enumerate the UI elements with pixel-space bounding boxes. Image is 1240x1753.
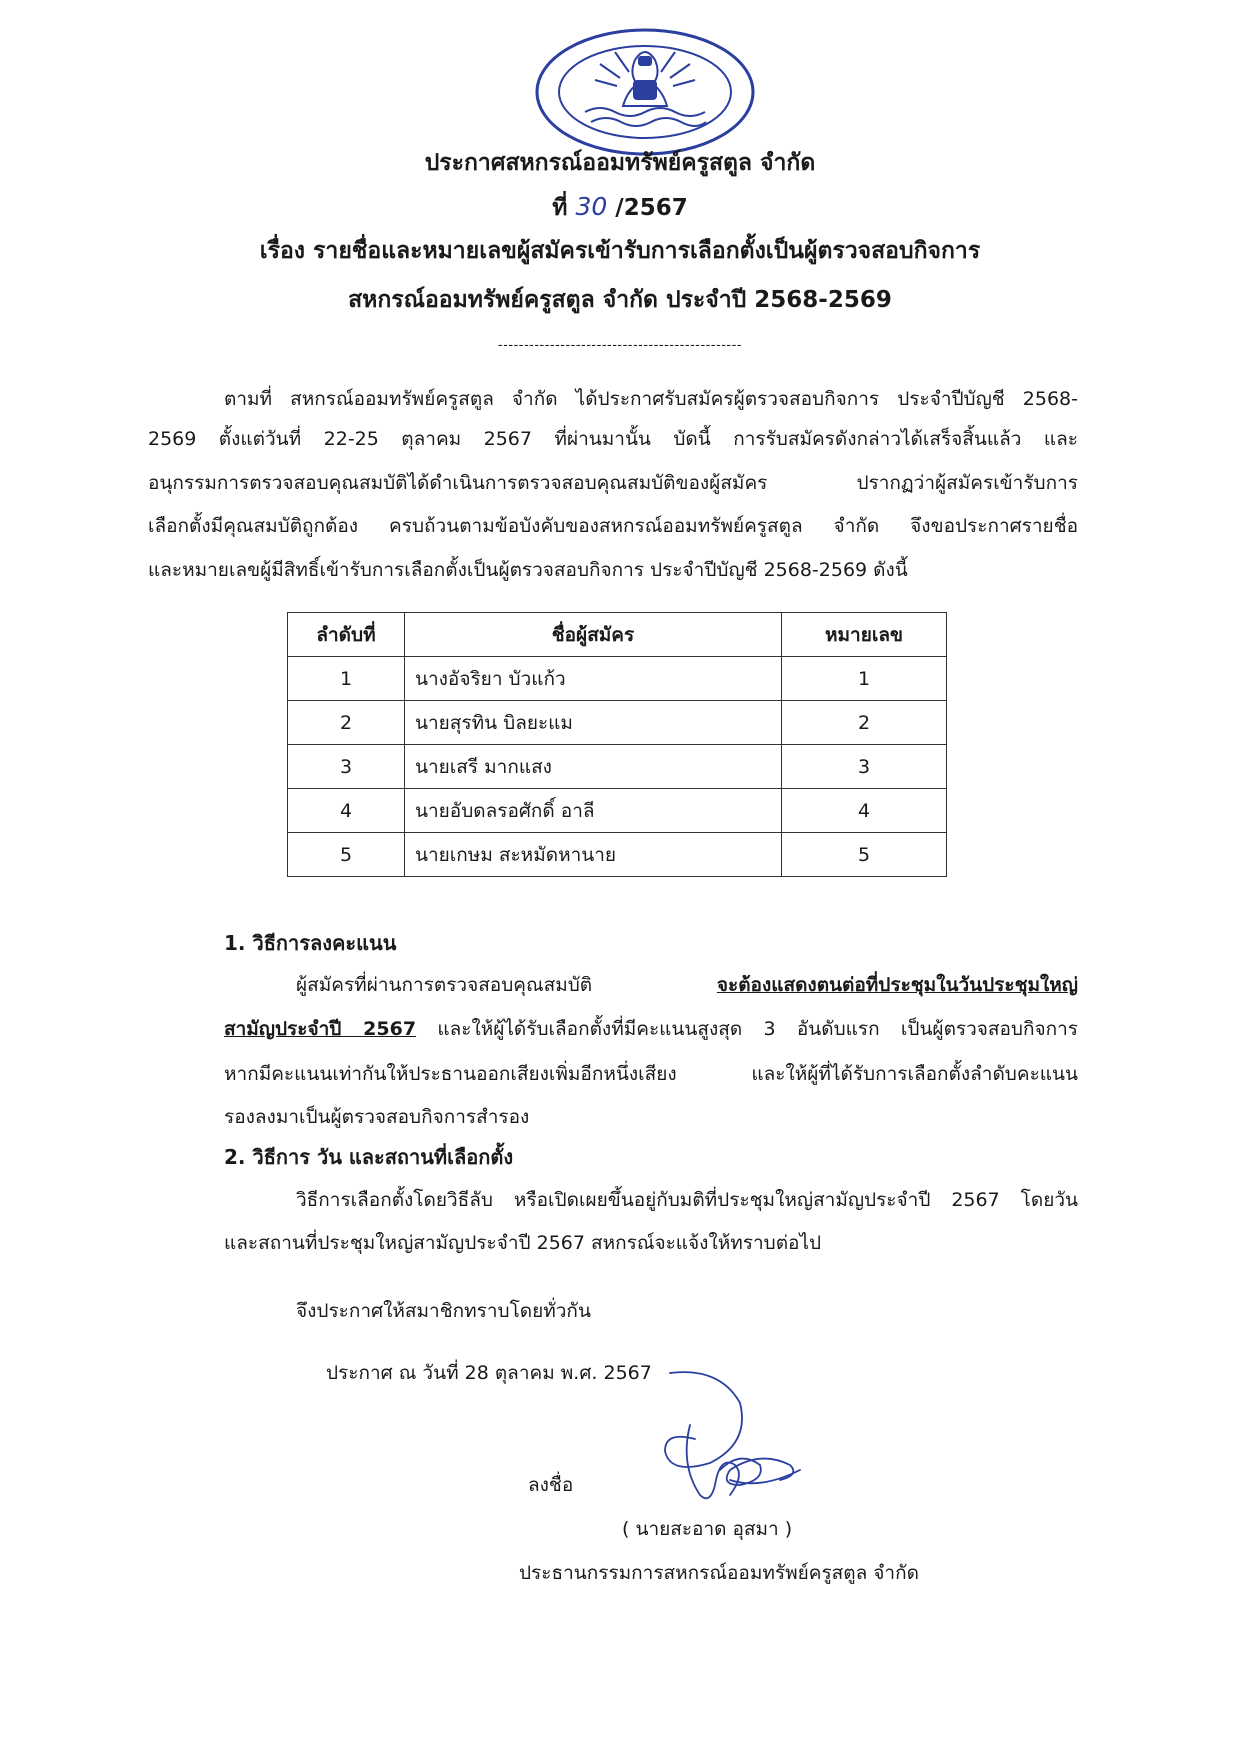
signer-name: ( นายสะอาด อุสมา )	[622, 1518, 793, 1540]
row-order: 2	[288, 701, 405, 745]
handwritten-number: 30	[575, 192, 608, 221]
sign-label: ลงชื่อ	[528, 1474, 574, 1496]
section-2-line-1: วิธีการเลือกตั้งโดยวิธีลับ หรือเปิดเผยขึ้นอยู่กับมติที่ประชุมใหญ่สามัญประจำปี 2567 โดยวัน	[296, 1189, 1078, 1211]
table-row	[288, 701, 947, 745]
row-name: นายเกษม สะหมัดหานาย	[405, 833, 782, 877]
row-name: นายเสรี มากแสง	[405, 745, 782, 789]
subject-line-2: สหกรณ์ออมทรัพย์ครูสตูล จำกัด ประจำปี 2568-2569	[348, 287, 892, 313]
subject-line-1: เรื่อง รายชื่อและหมายเลขผู้สมัครเข้ารับการเลือกตั้งเป็นผู้ตรวจสอบกิจการ	[259, 238, 981, 264]
row-number: 2	[782, 701, 947, 745]
row-number: 5	[782, 833, 947, 877]
table-row	[288, 789, 947, 833]
table-header-row	[288, 613, 947, 657]
row-number: 4	[782, 789, 947, 833]
table-row	[288, 745, 947, 789]
section-1-line-3: หากมีคะแนนเท่ากันให้ประธานออกเสียงเพิ่มอีกหนึ่งเสียง และให้ผู้ที่ได้รับการเลือกตั้งลำดับคะแนน	[224, 1063, 1078, 1085]
header-order: ลำดับที่	[288, 613, 405, 657]
row-number: 1	[782, 657, 947, 701]
signer-position: ประธานกรรมการสหกรณ์ออมทรัพย์ครูสตูล จำกัด	[519, 1562, 919, 1584]
section-1-line-2	[224, 1014, 1078, 1044]
section-1-line-1	[296, 970, 1078, 1000]
row-order: 4	[288, 789, 405, 833]
intro-line-4: เลือกตั้งมีคุณสมบัติถูกต้อง ครบถ้วนตามข้อบังคับของสหกรณ์ออมทรัพย์ครูสตูล จำกัด จึงขอประกาศรายชื่อ	[148, 515, 1078, 537]
row-name: นางอัจริยา บัวแก้ว	[405, 657, 782, 701]
candidate-table	[287, 612, 947, 877]
section-1-line-2-plain: และให้ผู้ได้รับเลือกตั้งที่มีคะแนนสูงสุด 3 อันดับแรก เป็นผู้ตรวจสอบกิจการ	[416, 1018, 1078, 1040]
intro-line-2: 2569 ตั้งแต่วันที่ 22-25 ตุลาคม 2567 ที่ผ่านมานั้น บัดนี้ การรับสมัครดังกล่าวได้เสร็จสิ้นแล้ว และ	[148, 428, 1078, 450]
section-1-emphasis-2: สามัญประจำปี 2567	[224, 1018, 417, 1040]
section-1-heading: 1. วิธีการลงคะแนน	[224, 931, 397, 955]
separator-line: -----------------------------------------------	[498, 338, 742, 353]
section-2-heading: 2. วิธีการ วัน และสถานที่เลือกตั้ง	[224, 1145, 514, 1169]
number-suffix: /2567	[607, 195, 688, 221]
section-2-line-2: และสถานที่ประชุมใหญ่สามัญประจำปี 2567 สหกรณ์จะแจ้งให้ทราบต่อไป	[224, 1232, 822, 1254]
row-name: นายสุรทิน บิลยะแม	[405, 701, 782, 745]
header-name: ชื่อผู้สมัคร	[405, 613, 782, 657]
intro-line-1: ตามที่ สหกรณ์ออมทรัพย์ครูสตูล จำกัด ได้ประกาศรับสมัครผู้ตรวจสอบกิจการ ประจำปีบัญชี 2568-	[224, 388, 1078, 410]
handwritten-signature	[630, 1365, 930, 1525]
header-number: หมายเลข	[782, 613, 947, 657]
section-1-emphasis-1: จะต้องแสดงตนต่อที่ประชุมในวันประชุมใหญ่	[716, 974, 1078, 996]
intro-line-3: อนุกรรมการตรวจสอบคุณสมบัติได้ดำเนินการตรวจสอบคุณสมบัติของผู้สมัคร ปรากฏว่าผู้สมัครเข้ารับการ	[148, 472, 1078, 494]
row-order: 1	[288, 657, 405, 701]
announce-date: ประกาศ ณ วันที่ 28 ตุลาคม พ.ศ. 2567	[326, 1362, 652, 1384]
row-name: นายอับดลรอศักดิ์ อาลี	[405, 789, 782, 833]
announcement-title: ประกาศสหกรณ์ออมทรัพย์ครูสตูล จำกัด	[424, 150, 816, 176]
row-order: 5	[288, 833, 405, 877]
row-order: 3	[288, 745, 405, 789]
number-prefix: ที่	[552, 195, 576, 221]
section-1-line-4: รองลงมาเป็นผู้ตรวจสอบกิจการสำรอง	[224, 1106, 530, 1128]
table-row	[288, 657, 947, 701]
table-row	[288, 833, 947, 877]
row-number: 3	[782, 745, 947, 789]
announcement-number	[0, 190, 1240, 225]
intro-line-5: และหมายเลขผู้มีสิทธิ์เข้ารับการเลือกตั้งเป็นผู้ตรวจสอบกิจการ ประจำปีบัญชี 2568-2569 ดังนี้	[148, 559, 908, 581]
section-1-line-1-plain: ผู้สมัครที่ผ่านการตรวจสอบคุณสมบัติ	[296, 974, 717, 996]
closing-announce: จึงประกาศให้สมาชิกทราบโดยทั่วกัน	[296, 1300, 591, 1322]
